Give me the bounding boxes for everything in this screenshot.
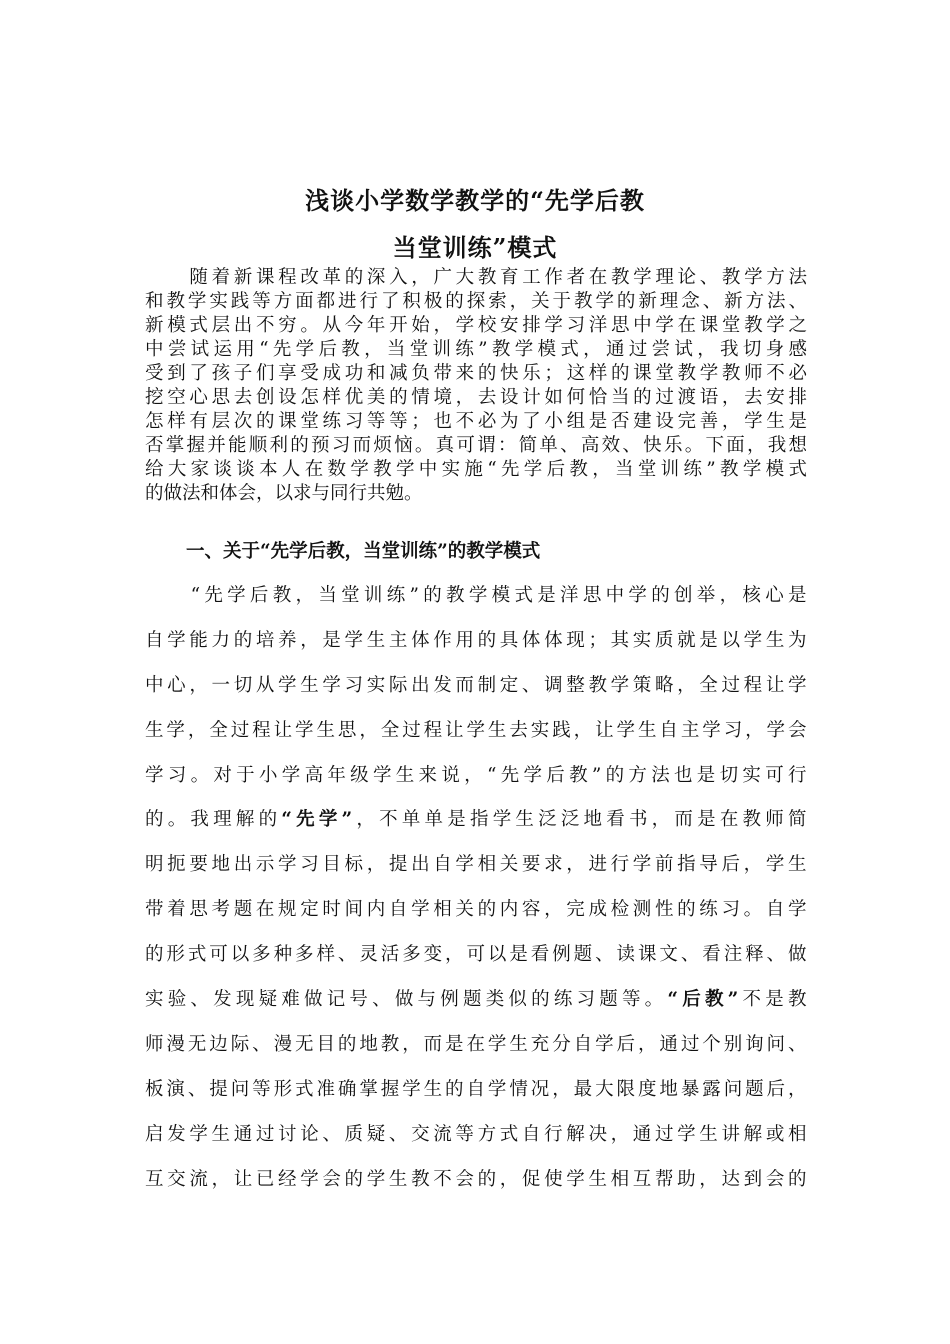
body-line: 生学，全过程让学生思，全过程让学生去实践，让学生自主学习，学会	[145, 719, 807, 741]
body-line: 中心，一切从学生学习实际出发而制定、调整教学策略，全过程让学	[145, 674, 807, 696]
body-line: 的。我理解的“先学”，不单单是指学生泛泛地看书，而是在教师简	[145, 809, 807, 831]
intro-line: 的做法和体会，以求与同行共勉。	[145, 483, 423, 504]
intro-line: 否掌握并能顺利的预习而烦恼。真可谓：简单、高效、快乐。下面，我想	[145, 435, 807, 456]
intro-paragraph	[145, 266, 807, 506]
body-line: 带着思考题在规定时间内自学相关的内容，完成检测性的练习。自学	[145, 899, 807, 921]
intro-line: 给大家谈谈本人在数学教学中实施“先学后教，当堂训练”教学模式	[145, 459, 807, 480]
intro-line: 随着新课程改革的深入，广大教育工作者在教学理论、教学方法	[145, 267, 807, 288]
body-line: 自学能力的培养，是学生主体作用的具体体现；其实质就是以学生为	[145, 629, 807, 651]
body-line: 实验、发现疑难做记号、做与例题类似的练习题等。“后教”不是教	[145, 989, 807, 1011]
intro-line: 和教学实践等方面都进行了积极的探索，关于教学的新理念、新方法、	[145, 291, 807, 312]
body-line: 明扼要地出示学习目标，提出自学相关要求，进行学前指导后，学生	[145, 854, 807, 876]
emphasis-xianxue: “先学”	[281, 809, 353, 831]
body-line: 学习。对于小学高年级学生来说，“先学后教”的方法也是切实可行	[145, 764, 807, 786]
intro-line: 怎样有层次的课堂练习等等；也不必为了小组是否建设完善，学生是	[145, 411, 807, 432]
section-heading: 一、关于“先学后教，当堂训练”的教学模式	[186, 541, 541, 562]
body-line: 板演、提问等形式准确掌握学生的自学情况，最大限度地暴露问题后，	[145, 1078, 807, 1100]
body-line: 互交流，让已经学会的学生教不会的，促使学生相互帮助，达到会的	[145, 1168, 807, 1190]
intro-line: 中尝试运用“先学后教，当堂训练”教学模式，通过尝试，我切身感	[145, 339, 807, 360]
body-line: 师漫无边际、漫无目的地教，而是在学生充分自学后，通过个别询问、	[145, 1033, 807, 1055]
body-line: 的形式可以多种多样、灵活多变，可以是看例题、读课文、看注释、做	[145, 944, 807, 966]
section-body-paragraph	[145, 578, 807, 1206]
intro-line: 挖空心思去创设怎样优美的情境，去设计如何恰当的过渡语，去安排	[145, 387, 807, 408]
emphasis-houjiao: “后教”	[667, 989, 739, 1011]
intro-line: 受到了孩子们享受成功和减负带来的快乐；这样的课堂教学教师不必	[145, 363, 807, 384]
body-line: “先学后教，当堂训练”的教学模式是洋思中学的创举，核心是	[145, 585, 807, 606]
document-title-line-2: 当堂训练”模式	[392, 233, 558, 262]
document-title-line-1: 浅谈小学数学教学的“先学后教	[305, 186, 645, 215]
intro-line: 新模式层出不穷。从今年开始，学校安排学习洋思中学在课堂教学之	[145, 315, 807, 336]
body-line: 启发学生通过讨论、质疑、交流等方式自行解决，通过学生讲解或相	[145, 1123, 807, 1145]
